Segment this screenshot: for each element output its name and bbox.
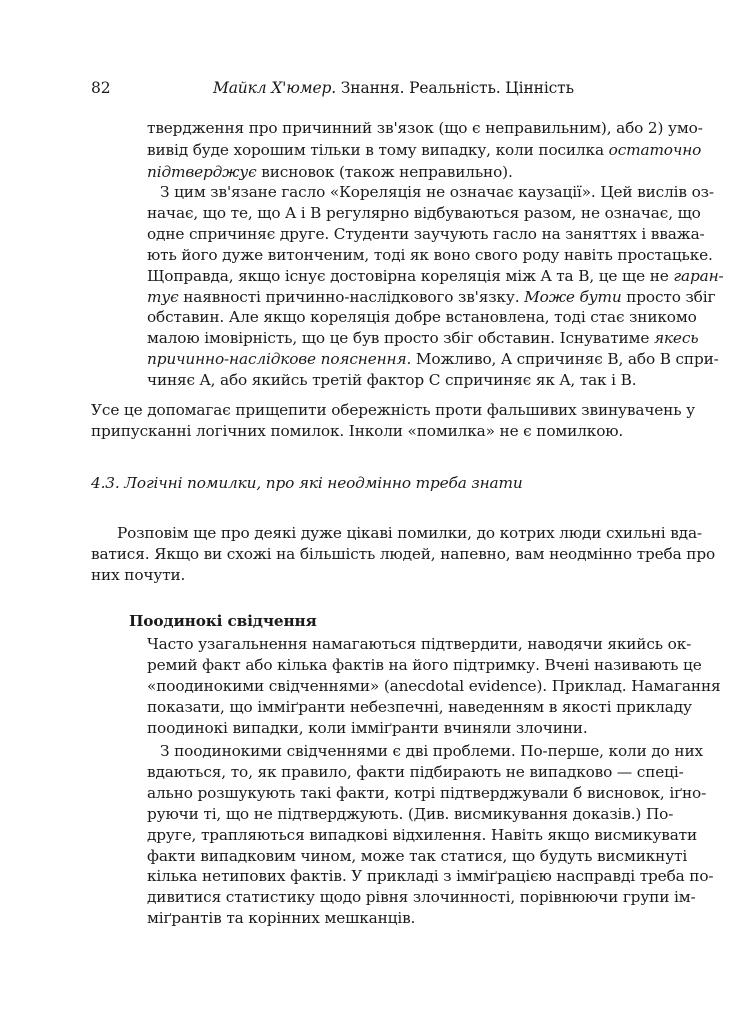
text-run: обставин. Але якщо кореляція добре встановлена, тоді стає зникомо (147, 308, 697, 326)
text-line (160, 182, 714, 202)
text-line (147, 846, 688, 866)
text-run: ють його дуже витонченим, тоді як воно свого роду навіть простацьке. (147, 246, 713, 264)
text-run: начає, що те, що A і B регулярно відбуваються разом, не означає, що (147, 204, 701, 222)
text-line (147, 307, 697, 327)
text-run: ально розшукують такі факти, котрі підтверджували б висновок, іґно- (147, 784, 707, 802)
text-line (147, 162, 513, 182)
text-run: Розповім ще про деякі дуже цікаві помилки, до котрих люди схильні вда- (117, 524, 702, 542)
text-line (147, 718, 588, 738)
text-run: вдаються, то, як правило, факти підбирають не випадково — спеці- (147, 763, 684, 781)
text-run: руючи ті, що не підтверджують. (Див. висмикування доказів.) По- (147, 805, 674, 823)
text-run: припусканні логічних помилок. Інколи «помилка» не є помилкою. (91, 422, 624, 440)
text-line (147, 370, 636, 390)
text-run: міґрантів та корінних мешканців. (147, 909, 416, 927)
author-name: Майкл Х'юмер. (213, 79, 337, 97)
text-line (91, 421, 623, 441)
italic-run: підтверджує (147, 163, 257, 181)
text-run: твердження про причинний зв'язок (що є неправильним), або 2) умо- (147, 119, 703, 137)
text-line (147, 697, 692, 717)
text-line (147, 203, 701, 223)
text-line (147, 908, 415, 928)
text-run: чиняє A, або якийсь третій фактор C спричиняє як A, так і B. (147, 371, 637, 389)
italic-run: остаточно (608, 141, 702, 159)
italic-run: тує (147, 288, 179, 306)
text-line (91, 400, 695, 420)
text-line (117, 523, 702, 543)
running-title (213, 78, 574, 98)
text-line (147, 349, 719, 369)
text-line (91, 565, 185, 585)
text-line (147, 634, 692, 654)
page-number: 82 (91, 79, 111, 97)
text-run: Часто узагальнення намагаються підтвердити, наводячи якийсь ок- (147, 635, 692, 653)
text-line (160, 741, 703, 761)
text-line (147, 118, 703, 138)
italic-run: гаран- (673, 267, 724, 285)
italic-run: причинно-наслідкове пояснення. (147, 350, 412, 368)
text-run: ремий факт або кілька фактів на його підтримку. Вчені називають це (147, 656, 702, 674)
text-run: наявності причинно-наслідкового зв'язку. (178, 288, 525, 306)
text-run: Щоправда, якщо існує достовірна кореляція між A та B, це ще не (147, 267, 674, 285)
text-run: показати, що імміґранти небезпечні, наведенням в якості прикладу (147, 698, 692, 716)
text-line (147, 655, 702, 675)
text-line (147, 866, 714, 886)
section-heading: 4.3. Логічні помилки, про які неодмінно треба знати (91, 474, 523, 492)
italic-run: якесь (653, 329, 699, 347)
subsection-heading: Поодинокі свідчення (129, 612, 317, 630)
text-line (147, 825, 698, 845)
text-run: факти випадковим чином, може так статися, що будуть висмикнуті (147, 847, 688, 865)
text-run: дивитися статистику щодо рівня злочинності, порівнюючи групи ім- (147, 888, 696, 906)
text-line (147, 783, 707, 803)
text-run: З поодинокими свідченнями є дві проблеми. По-перше, коли до них (160, 742, 703, 760)
text-line (147, 676, 721, 696)
text-line (147, 224, 705, 244)
text-run: поодинокі випадки, коли імміґранти вчиняли злочини. (147, 719, 588, 737)
italic-run: Може бути (524, 288, 622, 306)
text-run: Можливо, A спричиняє B, або B спри- (411, 350, 719, 368)
text-line (147, 887, 696, 907)
text-line (147, 762, 684, 782)
text-run: них почути. (91, 566, 186, 584)
text-run: просто збіг (621, 288, 716, 306)
text-run: одне спричиняє друге. Студенти заучують гасло на заняттях і вважа- (147, 225, 705, 243)
text-run: висновок (також неправильно). (256, 163, 513, 181)
text-run: Усе це допомагає прищепити обережність проти фальшивих звинувачень у (91, 401, 695, 419)
book-title: Знання. Реальність. Цінність (340, 79, 574, 97)
text-run: ватися. Якщо ви схожі на більшість людей, напевно, вам неодмінно треба про (91, 545, 716, 563)
text-run: З цим зв'язане гасло «Кореляція не означає каузації». Цей вислів оз- (160, 183, 714, 201)
text-line (147, 804, 674, 824)
text-run: вивід буде хорошим тільки в тому випадку, коли посилка (147, 141, 609, 159)
text-line (91, 544, 716, 564)
text-line (147, 266, 724, 286)
text-run: малою імовірність, що це був просто збіг обставин. Існуватиме (147, 329, 654, 347)
text-line (147, 287, 716, 307)
text-run: друге, трапляються випадкові відхилення. Навіть якщо висмикувати (147, 826, 698, 844)
text-line (147, 328, 699, 348)
text-run: кілька нетипових фактів. У прикладі з імміґрацією насправді треба по- (147, 867, 714, 885)
text-line (147, 140, 702, 160)
text-run: «поодинокими свідченнями» (anecdotal evidence). Приклад. Намагання (147, 677, 721, 695)
text-line (147, 245, 713, 265)
